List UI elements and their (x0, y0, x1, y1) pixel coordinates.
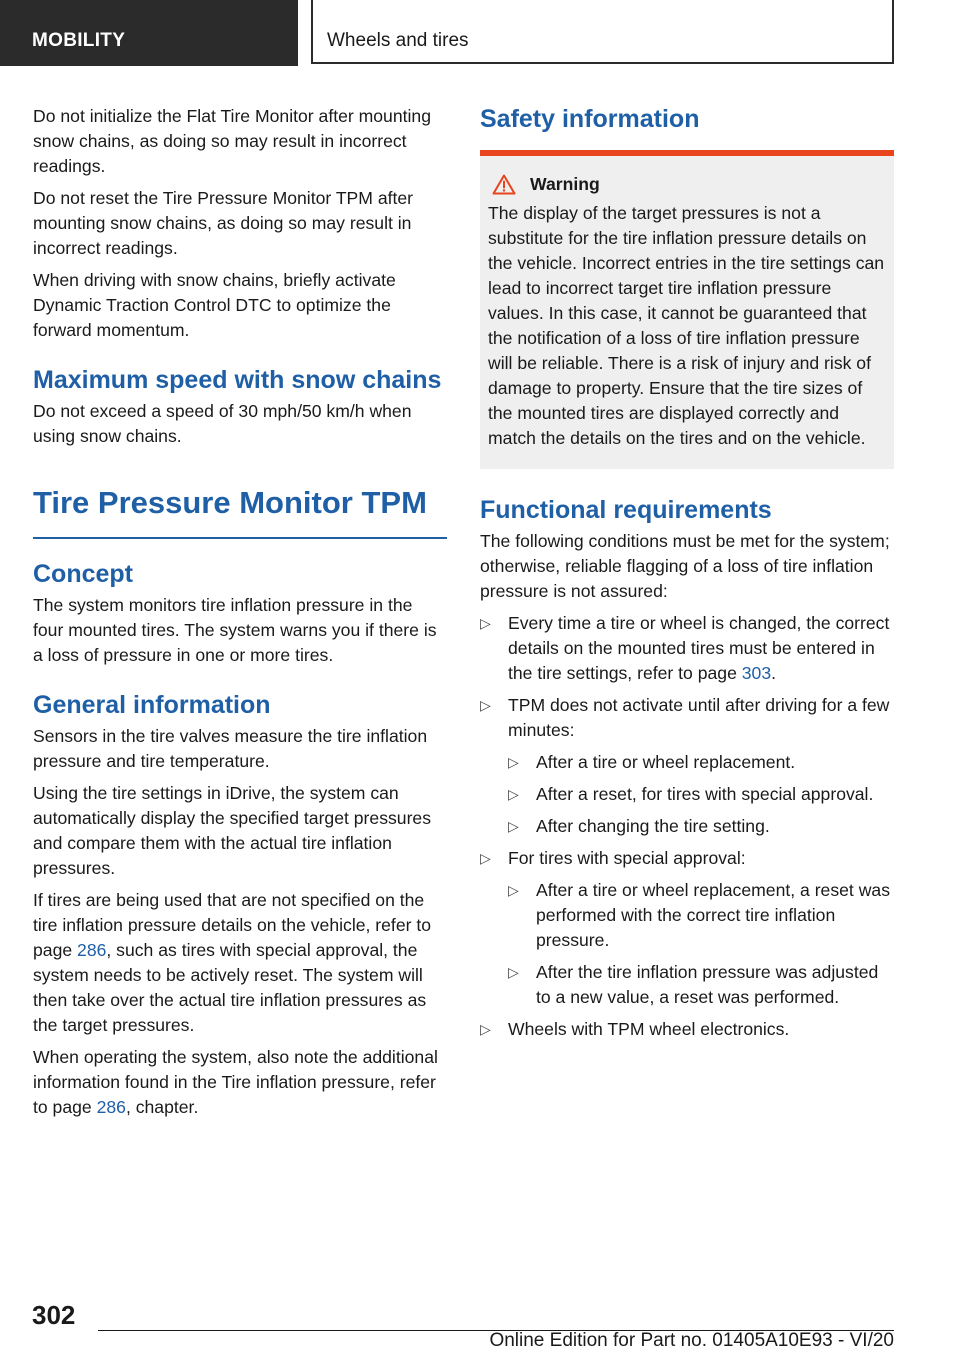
paragraph (33, 1045, 447, 1120)
heading-rule (33, 537, 447, 539)
chapter-title: Wheels and tires (327, 30, 469, 51)
bullet-triangle-icon: ▷ (480, 697, 491, 713)
bullet-triangle-icon: ▷ (508, 882, 519, 898)
paragraph: The system monitors tire inflation pressure in the four mounted tires. The system warns you if there is a loss of pressure in one or more tires. (33, 595, 437, 665)
text: When operating the system, also note the additional information found in the Tire inflation pressure, refer to page (33, 1047, 438, 1117)
heading-safety-information: Safety information (480, 105, 700, 133)
text: Wheels with TPM wheel electronics. (508, 1019, 790, 1039)
text: , such as tires with special approval, the system needs to be actively reset. The system will then take over the actual tire inflation pressures as the target pressures. (33, 940, 427, 1035)
warning-header (488, 172, 886, 197)
text: For tires with special approval: (508, 848, 746, 868)
heading-functional-requirements: Functional requirements (480, 496, 772, 524)
page-link[interactable]: 286 (77, 940, 107, 960)
section-tab (0, 0, 298, 66)
list-item (508, 960, 894, 1010)
requirements-list (480, 611, 894, 1042)
paragraph: Do not reset the Tire Pressure Monitor TPM after mounting snow chains, as doing so may result in incorrect readings. (33, 188, 414, 258)
list-item (508, 782, 894, 807)
sub-list (508, 750, 894, 839)
heading-tpm: Tire Pressure Monitor TPM (33, 485, 427, 520)
text: After the tire inflation pressure was adjusted to a new value, a reset was performed. (536, 962, 879, 1007)
sub-list (508, 878, 894, 1010)
warning-triangle-icon (492, 174, 516, 195)
paragraph: Sensors in the tire valves measure the tire inflation pressure and tire temperature. (33, 726, 428, 771)
text: After a tire or wheel replacement, a reset was performed with the correct tire inflation pressure. (536, 880, 890, 950)
bullet-triangle-icon: ▷ (480, 615, 491, 631)
text: . (771, 663, 776, 683)
heading-max-speed: Maximum speed with snow chains (33, 366, 442, 394)
list-item (480, 611, 894, 686)
bullet-triangle-icon: ▷ (480, 1021, 491, 1037)
paragraph: The following conditions must be met for the system; otherwise, reliable flagging of a loss of tire inflation pressure is not assured: (480, 531, 890, 601)
paragraph: Do not initialize the Flat Tire Monitor after mounting snow chains, as doing so may result in incorrect readings. (33, 106, 431, 176)
text: After changing the tire setting. (536, 816, 770, 836)
right-column (480, 104, 894, 1049)
bullet-triangle-icon: ▷ (508, 818, 519, 834)
list-item (508, 750, 894, 775)
chapter-tab (311, 0, 894, 64)
list-item (480, 1017, 894, 1042)
heading-general-information: General information (33, 691, 271, 719)
text: Every time a tire or wheel is changed, the correct details on the mounted tires must be entered in the tire settings, refer to page (508, 613, 890, 683)
page-number: 302 (32, 1300, 76, 1330)
list-item (508, 814, 894, 839)
paragraph: When driving with snow chains, briefly activate Dynamic Traction Control DTC to optimize the forward momentum. (33, 270, 396, 340)
list-item (508, 878, 894, 953)
warning-box (480, 156, 894, 469)
paragraph: Do not exceed a speed of 30 mph/50 km/h when using snow chains. (33, 401, 412, 446)
text: After a reset, for tires with special approval. (536, 784, 874, 804)
warning-text: The display of the target pressures is not a substitute for the tire inflation pressure details on the vehicle. Incorrect entries in the tire settings can lead to incorrect target tire inflation pressure values. In this case, it cannot be guaranteed that the notification of a loss of tire inflation pressure will be reliable. There is a risk of injury and risk of damage to property. Ensure that the tire sizes of the mounted tires are displayed correctly and match the details on the tires and on the vehicle. (488, 203, 885, 448)
heading-concept: Concept (33, 560, 133, 588)
edition-note: Online Edition for Part no. 01405A10E93 - VI/20 (489, 1330, 894, 1351)
warning-label: Warning (530, 174, 600, 194)
bullet-triangle-icon: ▷ (508, 754, 519, 770)
text: , chapter. (125, 1097, 199, 1117)
left-column (33, 104, 447, 1127)
bullet-triangle-icon: ▷ (508, 964, 519, 980)
page-link[interactable]: 303 (741, 663, 772, 683)
bullet-triangle-icon: ▷ (480, 850, 491, 866)
paragraph (33, 888, 447, 1038)
text: After a tire or wheel replacement. (536, 752, 796, 772)
list-item (480, 846, 894, 1010)
page-header (0, 0, 960, 66)
page-link[interactable]: 286 (96, 1097, 126, 1117)
text: If tires are being used that are not specified on the tire inflation pressure details on the vehicle, refer to page (33, 890, 432, 960)
section-label: MOBILITY (32, 30, 126, 51)
list-item (480, 693, 894, 839)
text: TPM does not activate until after driving for a few minutes: (508, 695, 890, 740)
bullet-triangle-icon: ▷ (508, 786, 519, 802)
paragraph: Using the tire settings in iDrive, the system can automatically display the specified target pressures and compare them with the actual tire inflation pressures. (33, 783, 432, 878)
